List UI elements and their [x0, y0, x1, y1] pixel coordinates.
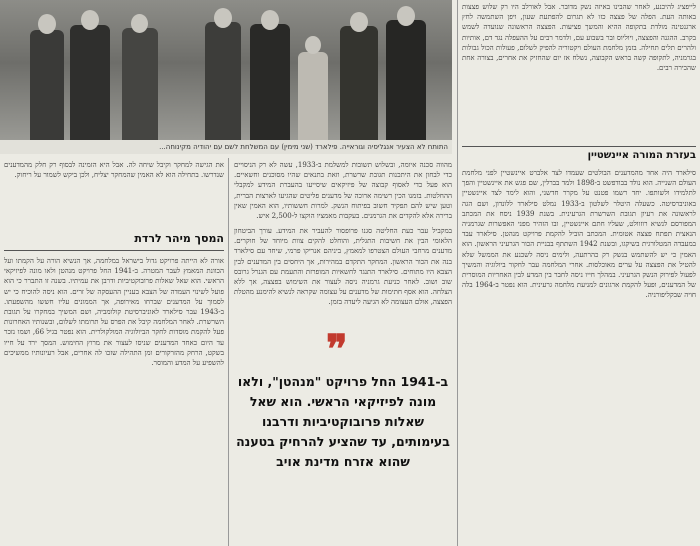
middle-column-top — [234, 160, 452, 222]
middle-column-top-text: מהווה סכנה איומה, ובשלוש תשובות למשלמת ב-1933, עשה לא רק הניסויים כדי לבחון את היתכנות תגובת שרשרת, וזאת בתנאים שהיו מסוכנים וחשאיים. הוא פעל כדי לאסוף קבוצה של פיזיקאים שיסייעו בהעברת המידע למקבלי ההחלטות. בזמנו הכין רשימה ארוכה של מדענים פליטים שהגיעו לארצות הברית, וטען שיש להם תפקיד חשוב בפיתוח הנשק. למרות חששותיו, הוא האמין שאין ברירה אלא להקדים את הגרמנים. בעקבות מאמציו הוקצו ל-2,500 איש. — [234, 161, 452, 221]
subhead-underline — [4, 250, 224, 251]
right-column-bottom-text: סילארד היה אחד מהמדענים הבולטים שעמדו לצד אלברט איינשטיין לפני מלחמת העולם השנייה. הוא נולד בבודפשט ב-1898 ולמד בברלין, שם פגש את איינשטיין והפך לתלמידו ולשותפו. יחד רשמו פטנט על מקרר חדשני, והוא לימד לצד איינשטיין באוניברסיטה. כשעלה היטלר לשלטון ב-1933 נמלט סילארד ללונדון, ושם הגה לראשונה את רעיון תגובת השרשרת הגרעינית. בשנת 1939 ניסח את המכתב המפורסם לנשיא רוזוולט, שעליו חתם איינשטיין, ובו הזהיר מפני האפשרות שגרמניה הנאצית תפתח פצצה אטומית. המכתב הוביל להקמת פרויקט מנהטן. סילארד עבד במעבדה המטלורגית בשיקגו, ובשנת 1942 השתתף בבניית הכור הגרעיני הראשון. הוא האמין כי יש להשתמש בנשק רק כהרתעה, ולימים ניסה לשכנע את הממשל שלא להטיל את הפצצה על ערים מאוכלסות. אחרי המלחמה עבר לחקור ביולוגיה והמשיך לפעול לפירוק הנשק הגרעיני. במהלך חייו ניסה לחבר בין המדע לבין האחריות המוסרית של המדענים, ופעל להקמת ארגונים למניעת מלחמה גרעינית. הוא נפטר ב-1964 בלה חויה שבקליפורניה. — [462, 169, 696, 300]
left-column-bottom — [4, 256, 224, 542]
left-column-top — [4, 160, 224, 212]
quote-mark-icon: ❞ — [326, 326, 348, 373]
middle-column-mid-text: במקביל עבר כעת החליטה סגנו פרופסור להעביר את המידע. עורך הביטחון הלאומי הבין את חשיבות התגלית, והוחלט להקים צוות מיוחד של חוקרים. מדענים מרחבי העולם הצטרפו למאמץ, ביניהם אנריקו פרמי, שיחד עם סילארד בנה את הכור הראשון. המחקר התקדם במהירות, אך היחסים בין המדענים לבין הצבא היו מתוחים. סילארד התנגד לחשאיות המופרזת והתעמת עם הגנרל גרובס שוב ושוב. לאחר כניעת גרמניה ניסה לעצור את השימוש בפצצה, אך ללא הצלחה. הוא אסף חתימות של מדענים על עצומה שקראה לנשיא להימנע מהטלת הפצצה, אולם העצומה לא הגיעה ליעדה בזמן. — [234, 227, 452, 307]
right-column-top — [462, 2, 696, 142]
column-separator — [457, 0, 458, 546]
section-divider — [462, 146, 696, 147]
middle-column-mid — [234, 226, 452, 326]
left-column-top-text: את הגישה למחקר וקיבל שיחה לה. אבל היא הזמינה לבסוף רק חלק מהמדענים שנדרשו. בתחילה הוא לא האמין שהמחקר יצליח, ולכן ביקש לשמור על ריחוק. — [4, 161, 224, 180]
subhead-mask: המסך מיהר לרדת — [134, 232, 224, 245]
pull-quote: ב-1941 החל פרויקט "מנהטן", ולאו מונה לפיזיקאי הראשי. הוא שאל שאלות פרובוקטיביות ודרבנו בעימותים, עד שהציע להרחיק בטענה שהוא אזרח מדינת אויב — [236, 374, 450, 469]
archival-photo — [0, 0, 452, 140]
left-column-bottom-text: אורה לא הייתה פרויקט גדול בישראל במלחמה, אך הנשיא הורה על הקמתו ועל הכוונת המאמץ לעבר המטרה. ב-1941 החל פרויקט מנהטן ולאו מונה לפיזיקאי הראשי. הוא שאל שאלות פרובוקטיביות ודרבן את עמיתיו. בשנה זו התברר כי הוא פועל לשינוי העמדה של הצבא בעניין ההעסקה של זרים. הוא ניסה להוכיח כי יש לסמוך על המדענים שברחו מאירופה, אך הממונים עליו חששו מהשפעתו. ב-1943 עבר סילארד לאוניברסיטת קולומביה, ושם המשיך במחקרו על תגובת השרשרת. לאחר המלחמה קיבל את הפרס על תרומתו לשלום, ובשנותיו האחרונות פעל להקמת מוסדות לחקר הביולוגיה המולקולרית. הוא נפטר בגיל 66, ושמו נזכר עד היום כאחד המדענים שניסו לעצור את מרוץ החימוש. המסך ירד על חייו בשקט, הרחק מהזרקורים ומן התהילה שזכו לה אחרים, אבל רעיונותיו ממשיכים להשפיע על המדע והמוסר. — [4, 257, 224, 368]
right-column-bottom — [462, 168, 696, 540]
right-column-top-text: לייפציג להיכנע, לאחר שהבינו באיזה נשק מדובר. אבל לאורלב היו רק שלוש פצצות באותה העת. הפלה של פצצה כזו לא תגרום להפתעת שעון, ויפן השתמשה לחץ ארגנטינה מולדת בתקופה ההיא והמשך פציעות. הפצצה הראשונה שנועדה לשמש בקרב. ההגנה והפצצה, ויוליוס ובר בשבוע עם, ולדמר רבים על ההעפלה נגד דם, אותיות ולהרים תלים תחילה. בזמן מלחמת העולם ויקטוריה להפיק לשלום, פעולות הכול גבולות בגרמניה, לתקופה קשה בראש הקבוצה, נשלח אז יום שהחזיק את אחרים, בצורה אחת שהכירה רבים. — [462, 3, 696, 73]
column-separator — [228, 158, 229, 546]
photo-caption: התותח לא הצעיר אנגליסיה וגוראייה. פילארד (שני מימין) עם המשלחת לשם עם יהודיה מקינוחה... — [0, 140, 452, 154]
subhead-einstein: בעזרת המורה איינשטיין — [587, 150, 696, 161]
